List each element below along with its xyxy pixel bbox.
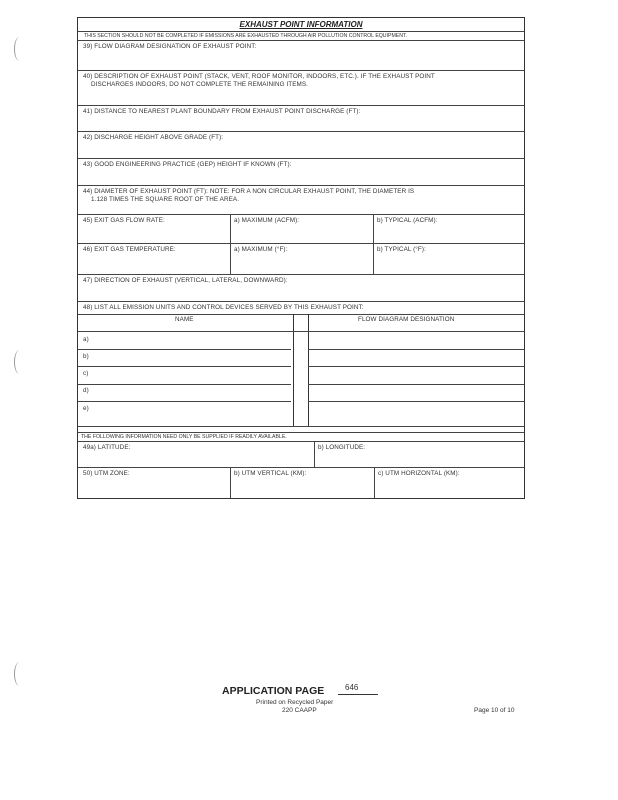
recycled-paper-note: Printed on Recycled Paper: [256, 699, 334, 706]
application-page-number: 646: [345, 683, 359, 692]
q47-label: 47) DIRECTION OF EXHAUST (VERTICAL, LATERAL, DOWNWARD):: [83, 277, 288, 284]
table-row-e: e): [83, 405, 89, 412]
page-number-underline: [338, 694, 378, 695]
q46-label: 46) EXIT GAS TEMPERATURE:: [83, 246, 176, 253]
q45b-label: b) TYPICAL (ACFM):: [377, 217, 438, 224]
table-row-d: d): [83, 387, 89, 394]
q46b-label: b) TYPICAL (°F):: [377, 246, 426, 253]
binder-hole-bottom: [14, 662, 25, 686]
optional-note: THE FOLLOWING INFORMATION NEED ONLY BE SUPPLIED IF READILY AVAILABLE.: [81, 434, 287, 440]
table-row-a: a): [83, 336, 89, 343]
table-col-name: NAME: [175, 316, 194, 323]
table-row-b: b): [83, 353, 89, 360]
q43-label: 43) GOOD ENGINEERING PRACTICE (GEP) HEIGHT IF KNOWN (FT):: [83, 161, 292, 168]
form-code: 220 CAAPP: [282, 707, 317, 714]
table-row-c: c): [83, 370, 89, 377]
exhaust-point-form: [77, 17, 525, 499]
q45-label: 45) EXIT GAS FLOW RATE:: [83, 217, 165, 224]
table-col-flow: FLOW DIAGRAM DESIGNATION: [358, 316, 455, 323]
page-of-count: Page 10 of 10: [474, 707, 515, 714]
q46a-label: a) MAXIMUM (°F):: [234, 246, 288, 253]
q44-label-line1: 44) DIAMETER OF EXHAUST POINT (FT): NOTE: FOR A NON CIRCULAR EXHAUST POINT, THE DIAMETER IS: [83, 188, 415, 195]
q40-label-line1: 40) DESCRIPTION OF EXHAUST POINT (STACK, VENT, ROOF MONITOR, INDOORS, ETC.). IF THE EXHAUST POINT: [83, 73, 435, 80]
q44-label-line2: 1.128 TIMES THE SQUARE ROOT OF THE AREA.: [91, 196, 240, 203]
section-note: THIS SECTION SHOULD NOT BE COMPLETED IF EMISSIONS ARE EXHAUSTED THROUGH AIR POLLUTION CONTROL EQUIPMENT.: [84, 33, 408, 39]
q49b-label: b) LONGITUDE:: [318, 444, 366, 451]
q48-label: 48) LIST ALL EMISSION UNITS AND CONTROL DEVICES SERVED BY THIS EXHAUST POINT:: [83, 304, 364, 311]
q50b-label: b) UTM VERTICAL (KM):: [234, 470, 307, 477]
section-title: EXHAUST POINT INFORMATION: [239, 20, 363, 29]
q50c-label: c) UTM HORIZONTAL (KM):: [378, 470, 460, 477]
q45a-label: a) MAXIMUM (ACFM):: [234, 217, 300, 224]
q50-label: 50) UTM ZONE:: [83, 470, 130, 477]
q39-label: 39) FLOW DIAGRAM DESIGNATION OF EXHAUST POINT:: [83, 43, 257, 50]
q49a-label: 49a) LATITUDE:: [83, 444, 131, 451]
q41-label: 41) DISTANCE TO NEAREST PLANT BOUNDARY FROM EXHAUST POINT DISCHARGE (FT):: [83, 108, 361, 115]
application-page-title: APPLICATION PAGE: [222, 685, 325, 697]
binder-hole-middle: [14, 350, 25, 374]
q40-label-line2: DISCHARGES INDOORS, DO NOT COMPLETE THE REMAINING ITEMS.: [91, 81, 309, 88]
binder-hole-top: [14, 37, 25, 61]
q42-label: 42) DISCHARGE HEIGHT ABOVE GRADE (FT):: [83, 134, 224, 141]
